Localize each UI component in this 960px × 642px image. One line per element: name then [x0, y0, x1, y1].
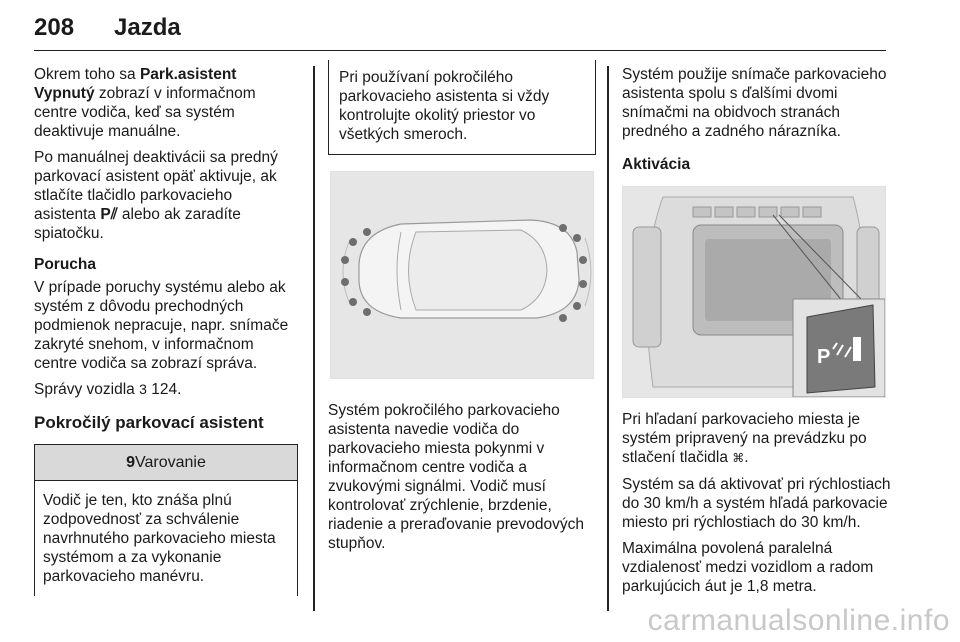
dashboard-button-figure [622, 186, 886, 398]
watermark: carmanualsonline.info [647, 604, 950, 637]
section-title: Jazda [114, 14, 181, 41]
column-divider-1 [313, 66, 315, 611]
paragraph-activation-button: Pri hľadaní parkovacieho miesta je systém pripravený na prevádzku po stlačení tlačidla ⌘. [622, 411, 867, 466]
paragraph-sensors: Systém použije snímače parkovacieho asistenta spolu s ďalšími dvomi snímačmi na obidvoch stranách predného a zadného nárazníka. [622, 66, 887, 140]
center-console-illustration [623, 187, 885, 397]
paragraph-vehicle-messages: Správy vozidla 3 124. [34, 381, 182, 398]
heading-fault: Porucha [34, 256, 97, 273]
park-assist-button-symbol-icon: P⫽ [100, 206, 118, 223]
column-1 [34, 65, 298, 596]
park-assist-button-icon: ⌘ [732, 451, 745, 465]
warning-title: Varovanie [135, 454, 206, 471]
column-divider-2 [607, 66, 609, 611]
heading-advanced-park-assist: Pokročilý parkovací asistent [34, 413, 264, 432]
advanced-assist-description: Systém pokročilého parkovacieho asistenta navedie vodiča do parkovacieho miesta pokynmi v informačnom centre vodiča a zvukovými signálmi. Vodič musí kontrolovať zrýchlenie, brzdenie, riadenie a preraďovanie prevodových stupňov. [328, 402, 584, 552]
warning-box [34, 444, 298, 596]
warning-triangle-icon: 9 [126, 454, 136, 471]
warning-text: Vodič je ten, kto znáša plnú zodpovednosť za schválenie navrhnutého parkovacieho miesta systémom a za vykonanie parkovacieho manévru. [43, 492, 276, 585]
car-top-view-illustration [331, 172, 593, 378]
page-number: 208 [34, 14, 75, 41]
paragraph-speed: Systém sa dá aktivovať pri rýchlostiach do 30 km/h a systém hľadá parkovacie miesto pri rýchlostiach do 30 km/h. [622, 476, 891, 531]
svg-text:P: P [817, 346, 831, 368]
warning-header [35, 444, 297, 481]
paragraph-distance: Maximálna povolená paralelná vzdialenosť medzi vozidlom a radom parkujúcich áut je 1,8 metra. [622, 540, 874, 595]
message-text: Park.asistent Vypnutý [34, 66, 237, 102]
car-sensors-figure [330, 171, 594, 379]
paragraph-reactivation: Po manuálnej deaktivácii sa predný parkovací asistent opäť aktivuje, ak stlačíte tlačidlo parkovacieho asistenta P⫽ alebo ak zaradíte spiatočku. [34, 149, 278, 242]
page-reference-icon: 3 [139, 381, 147, 397]
paragraph-fault: V prípade poruchy systému alebo ak systém z dôvodu prechodných podmienok nepracuje, napr. snímače zakryté snehom, v informačnom centre vodiča sa zobrazí správa. [34, 279, 289, 372]
heading-activation: Aktivácia [622, 156, 691, 173]
column-3 [622, 65, 892, 603]
paragraph-deactivation-message: Okrem toho sa Park.asistent Vypnutý zobrazí v informačnom centre vodiča, keď sa systém deaktivuje manuálne. [34, 66, 256, 140]
column-2 [328, 65, 596, 553]
page-header [34, 6, 886, 51]
note-box: Pri používaní pokročilého parkovacieho asistenta si vždy kontrolujte okolitý priestor vo všetkých smeroch. [328, 60, 596, 155]
